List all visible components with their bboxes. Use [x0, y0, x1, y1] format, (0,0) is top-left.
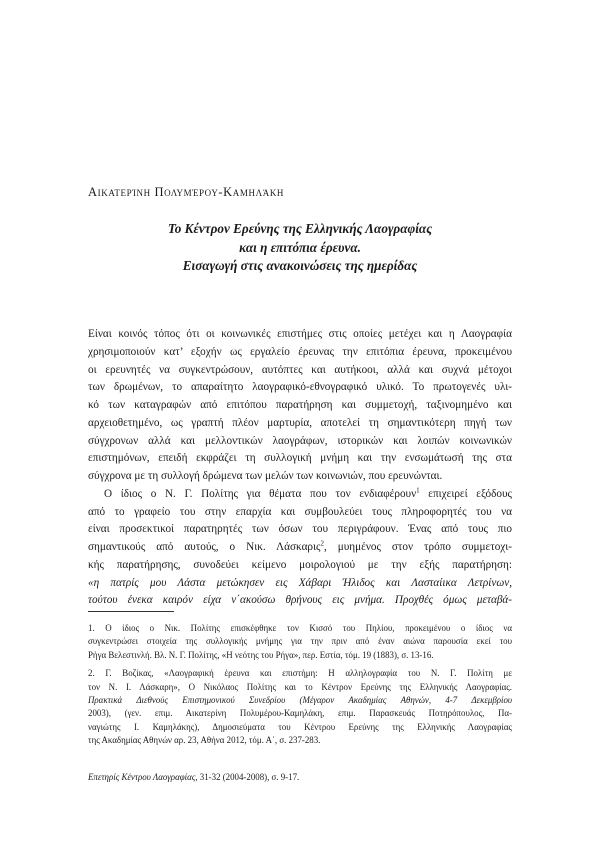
body-line: επιστημόνων, επειδή εκφράζει τη συλλογική μνήμη και την ενσωμάτωσή της στα [88, 452, 512, 465]
author-name: Αικατερίνη Πολυμέρου-Καμηλάκη [88, 185, 285, 199]
title-line: Εισαγωγή στις ανακοινώσεις της ημερίδας [182, 258, 418, 273]
quote-line: τούτου ένεκα καιρόν είχα ν΄ακούσω θρήνους εις μνήμα. Προχθές όμως μεταβά- [88, 594, 512, 607]
title-line: και η επιτόπια έρευνα. [239, 239, 361, 255]
footnote-2-line: τον Ν. Ι. Λάσκαρη», Ο Νικόλαος Πολίτης και το Κέντρον Ερεύνης της Ελληνικής Λαογραφίας. [88, 681, 512, 692]
body-line: χρησιμοποιούν κατ’ εξοχήν ως εργαλείο έρευνας την επιτόπια έρευνα, προκειμένου [88, 345, 512, 358]
footnote-2-line: 2003), (γεν. επιμ. Αικατερίνη Πολυμέρου-Καμηλάκη, επιμ. Παρασκευάς Ποτηρόπουλος, Πα- [88, 708, 512, 719]
footnote-1-line: συγκεντρώσει στοιχεία της συλλογικής μνήμης για την πριν από έναν αιώνα παρουσία εκεί του [88, 636, 512, 647]
body-line: είναι προσεκτικοί παρατηρητές των όσων του περιγράφουν. Ένας από τους πιο [88, 523, 512, 536]
body-text-run: επιχειρεί εξόδους [419, 487, 512, 500]
body-line [88, 486, 512, 504]
footnotes [88, 622, 512, 748]
footnote-2-line: 2. Γ. Βοζίκας, «Λαογραφική έρευνα και επιστήμη: Η αλληλογραφία του Ν. Γ. Πολίτη με [88, 668, 512, 679]
body-line: των δρωμένων, το απαραίτητο λαογραφικό-εθνογραφικό υλικό. Το πρωτογενές υλι- [88, 381, 512, 394]
footnote-2-line: Πρακτικά Διεθνούς Επιστημονικού Συνεδρίου (Μέγαρον Ακαδημίας Αθηνών, 4-7 Δεκεμβρίου [88, 695, 512, 706]
body-line: Είναι κοινός τόπος ότι οι κοινωνικές επιστήμες στις οποίες μετέχει και η Λαογραφία [88, 328, 512, 340]
quote-line: «η πατρίς μου Λάστα μετώκησεν εις Χάβαρι Ήλιδος και Λασταίικα Λετρίνων, [88, 576, 512, 589]
title-line: Το Κέντρον Ερεύνης της Ελληνικής Λαογραφίας [167, 221, 433, 236]
body-text-run: Ο ίδιος ο Ν. Γ. Πολίτης για θέματα που τον ενδιαφέρουν [104, 487, 417, 500]
journal-name: Επετηρίς Κέντρου Λαογραφίας [88, 772, 196, 782]
body-line: από το γραφείο του στην επαρχία και συμβουλεύει τους πληροφορητές του να [88, 505, 512, 518]
footnote-1-line: 1. Ο ίδιος ο Νικ. Πολίτης επισκέφθηκε τον Κισσό του Πηλίου, προκειμένου ο ίδιος να [88, 623, 512, 633]
footnote-separator [88, 611, 174, 612]
body-line: κής παρατήρησης, συνοδεύει κείμενο μοιρολογιού με την εξής παρατήρηση: [88, 558, 512, 571]
footnote-ref-1[interactable]: 1 [416, 486, 420, 495]
footnote-ref-2[interactable]: 2 [320, 539, 324, 548]
footnote-1-line: Ρήγα Βελεστινλή. Βλ. Ν. Γ. Πολίτης, «Η νεότης του Ρήγα», περ. Εστία, τόμ. 19 (1883), σ. 13-16. [88, 649, 434, 660]
body-line: οι ερευνητές να συγκεντρώσουν, αυτόπτες και αυτήκοοι, αλλά και συχνά μέτοχοι [88, 363, 512, 376]
journal-citation [88, 772, 299, 782]
journal-details: , 31-32 (2004-2008), σ. 9-17. [195, 772, 300, 782]
body-text-run: , μυημένος στον τρόπο συμμετοχι- [323, 541, 512, 553]
body-text [88, 326, 512, 610]
body-line: αρχειοθετημένο, ως γραπτή πλέον μαρτυρία, αποτελεί τη σημαντικότερη πηγή των [88, 416, 512, 429]
body-line: κό των καταγραφών από επιτόπου παρατήρηση και συμμετοχή, ταξινομημένο και [88, 399, 512, 411]
footnote-2-line: ναγιώτης Ι. Καμηλάκης), Δημοσιεύματα του Κέντρου Ερεύνης της Ελληνικής Λαογραφίας [88, 721, 512, 732]
footnote-2-line: της Ακαδημίας Αθηνών αρ. 23, Αθήνα 2012, τόμ. Α΄, σ. 237-283. [88, 735, 321, 746]
body-line: σύγχρονα με τη συλλογή δρώμενα των μελών των κοινωνιών, που ερευνώνται. [88, 470, 443, 482]
body-text-run: σημαντικούς από αυτούς, ο Νικ. Λάσκαρις [88, 541, 321, 553]
body-line [88, 539, 512, 557]
body-line: σύγχρονων αλλά και μελλοντικών λαογράφων, ιστορικών και λοιπών κοινωνικών [88, 434, 512, 447]
article-title [88, 220, 512, 276]
